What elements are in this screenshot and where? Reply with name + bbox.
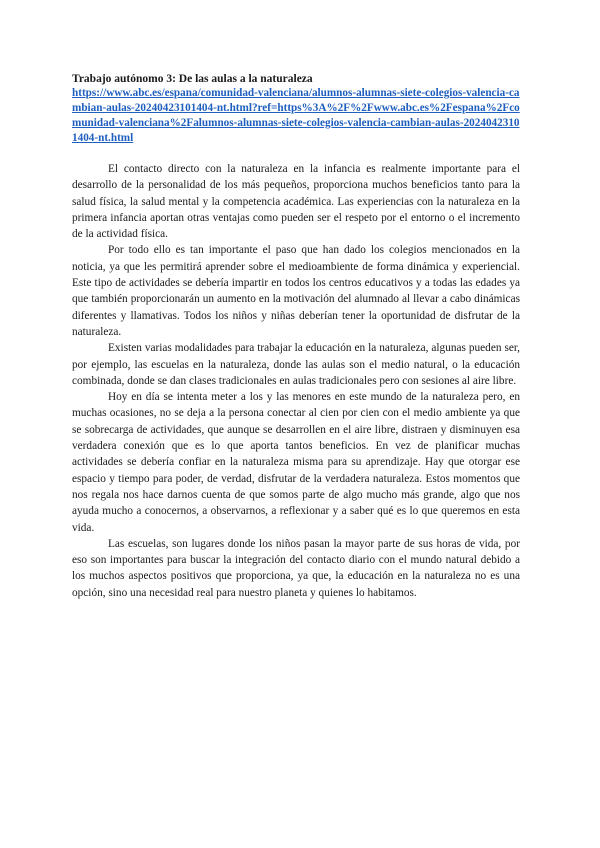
paragraph-5: Las escuelas, son lugares donde los niños pasan la mayor parte de sus horas de vida, por eso son importantes para buscar la integración del contacto diario con el mundo natural debido a los muchos aspectos positivos que proporciona, ya que, la educación en la naturaleza no es una opción, sino una necesidad real para nuestro planeta y quienes lo habitamos. xyxy=(72,537,520,599)
document-body xyxy=(72,161,520,601)
paragraph-4: Hoy en día se intenta meter a los y las menores en este mundo de la naturaleza pero, en muchas ocasiones, no se deja a la persona conectar al cien por cien con el medio ambiente ya que se sobrecarga de actividades, que aunque se desarrollen en el aire libre, distraen y disminuyen esa verdadera conexión que es lo que aporta tantos beneficios. En vez de planificar muchas actividades se debería confiar en la naturaleza misma para su aprendizaje. Hay que otorgar ese espacio y tiempo para poder, de verdad, disfrutar de la verdadera naturaleza. Estos momentos que nos regala nos hace darnos cuenta de que somos parte de algo mucho más grande, algo que nos ayuda mucho a conocernos, a observarnos, a reflexionar y a saber qué es lo que queremos en esta vida. xyxy=(72,391,520,534)
paragraph-1: El contacto directo con la naturaleza en la infancia es realmente importante para el desarrollo de la personalidad de los más pequeños, proporciona muchos beneficios tanto para la salud física, la salud mental y la competencia académica. Las experiencias con la naturaleza en la primera infancia aportan otras ventajas como pueden ser el respeto por el entorno o el incremento de la actividad física. xyxy=(72,163,520,241)
paragraph-3: Existen varias modalidades para trabajar la educación en la naturaleza, algunas pueden ser, por ejemplo, las escuelas en la naturaleza, donde las aulas son el medio natural, o la educación combinada, donde se dan clases tradicionales en aulas tradicionales pero con sesiones al aire libre. xyxy=(72,342,520,387)
paragraph-2: Por todo ello es tan importante el paso que han dado los colegios mencionados en la noticia, ya que les permitirá aprender sobre el medioambiente de forma dinámica y experiencial. Este tipo de actividades se debería impartir en todos los centros educativos y a todas las edades ya que también proporcionarán un aumento en la motivación del alumnado al llevar a cabo dinámicas diferentes y llamativas. Todos los niños y niñas deberían tener la oportunidad de disfrutar de la naturaleza. xyxy=(72,244,520,338)
article-link[interactable]: https://www.abc.es/espana/comunidad-valenciana/alumnos-alumnas-siete-colegios-valencia-cambian-aulas-20240423101404-nt.html?ref=https%3A%2F%2Fwww.abc.es%2Fespana%2Fcomunidad-valenciana%2Falumnos-alumnas-siete-colegios-valencia-cambian-aulas-20240423101404-nt.html xyxy=(72,87,520,144)
document-title: Trabajo autónomo 3: De las aulas a la naturaleza xyxy=(72,73,313,85)
document-content xyxy=(72,72,520,601)
